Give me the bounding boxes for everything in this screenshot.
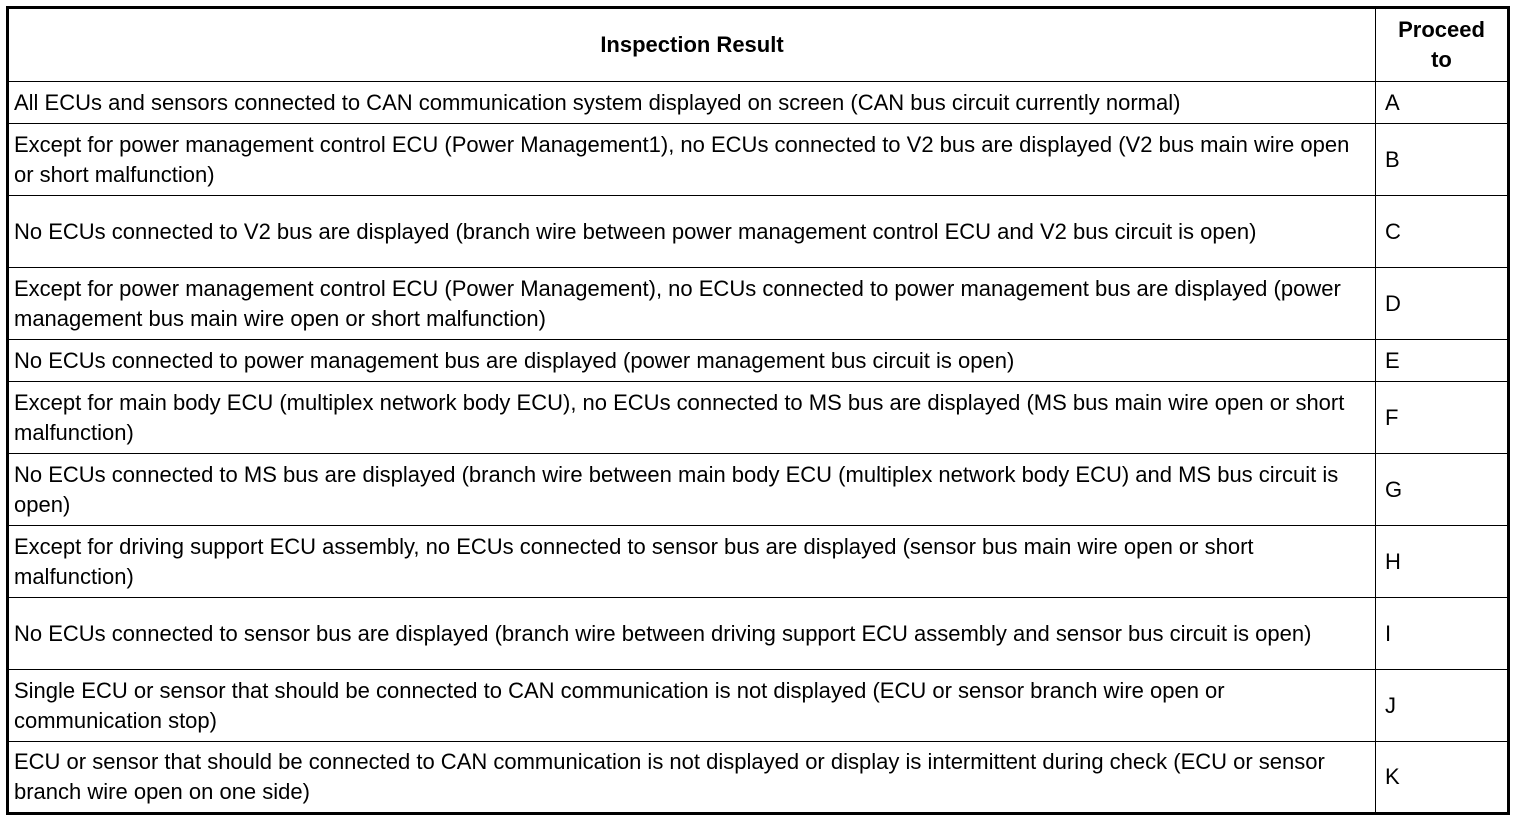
result-cell: Except for power management control ECU (Power Management1), no ECUs connected to V2 bus are displayed (V2 bus main wire open or short malfunction): [8, 124, 1376, 196]
proceed-cell: A: [1376, 82, 1509, 124]
proceed-cell: F: [1376, 382, 1509, 454]
result-cell: No ECUs connected to V2 bus are displayed (branch wire between power management control ECU and V2 bus circuit is open): [8, 196, 1376, 268]
table-row: [8, 124, 1509, 196]
table-row: [8, 742, 1509, 814]
header-proceed-to: [1376, 8, 1509, 82]
header-inspection-result: Inspection Result: [8, 8, 1376, 82]
table-row: [8, 670, 1509, 742]
table-header-row: [8, 8, 1509, 82]
result-cell: Except for power management control ECU (Power Management), no ECUs connected to power management bus are displayed (power management bus main wire open or short malfunction): [8, 268, 1376, 340]
table-row: [8, 526, 1509, 598]
inspection-result-table: [6, 6, 1510, 815]
result-cell: No ECUs connected to MS bus are displayed (branch wire between main body ECU (multiplex network body ECU) and MS bus circuit is open): [8, 454, 1376, 526]
proceed-cell: H: [1376, 526, 1509, 598]
result-cell: All ECUs and sensors connected to CAN communication system displayed on screen (CAN bus circuit currently normal): [8, 82, 1376, 124]
result-cell: Single ECU or sensor that should be connected to CAN communication is not displayed (ECU or sensor branch wire open or communication stop): [8, 670, 1376, 742]
proceed-cell: C: [1376, 196, 1509, 268]
proceed-cell: J: [1376, 670, 1509, 742]
table-row: [8, 196, 1509, 268]
header-proceed-line2: to: [1431, 47, 1452, 72]
proceed-cell: G: [1376, 454, 1509, 526]
proceed-cell: D: [1376, 268, 1509, 340]
table-row: [8, 82, 1509, 124]
result-cell: No ECUs connected to sensor bus are displayed (branch wire between driving support ECU assembly and sensor bus circuit is open): [8, 598, 1376, 670]
proceed-cell: I: [1376, 598, 1509, 670]
table-row: [8, 340, 1509, 382]
proceed-cell: B: [1376, 124, 1509, 196]
result-cell: Except for main body ECU (multiplex network body ECU), no ECUs connected to MS bus are displayed (MS bus main wire open or short malfunction): [8, 382, 1376, 454]
proceed-cell: K: [1376, 742, 1509, 814]
table-row: [8, 598, 1509, 670]
proceed-cell: E: [1376, 340, 1509, 382]
result-cell: No ECUs connected to power management bus are displayed (power management bus circuit is open): [8, 340, 1376, 382]
table-row: [8, 454, 1509, 526]
result-cell: Except for driving support ECU assembly, no ECUs connected to sensor bus are displayed (sensor bus main wire open or short malfunction): [8, 526, 1376, 598]
header-proceed-line1: Proceed: [1398, 17, 1485, 42]
table-row: [8, 268, 1509, 340]
result-cell: ECU or sensor that should be connected to CAN communication is not displayed or display is intermittent during check (ECU or sensor branch wire open on one side): [8, 742, 1376, 814]
table-row: [8, 382, 1509, 454]
